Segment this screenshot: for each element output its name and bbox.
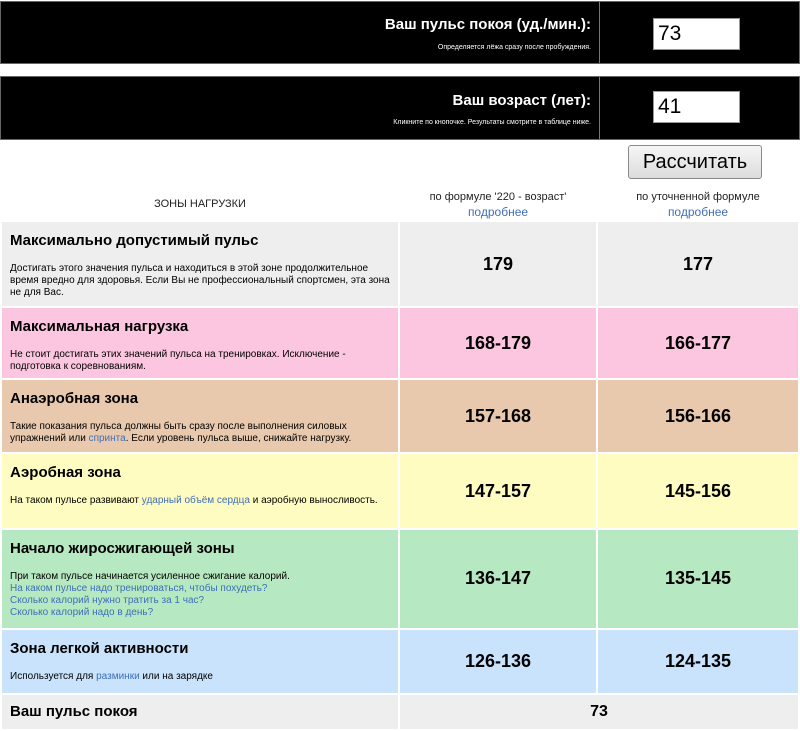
heart-rate-zones-table bbox=[0, 186, 800, 731]
zone-title: Максимально допустимый пульс bbox=[10, 232, 259, 250]
zone-description-text: Такие показания пульса должны быть сразу после выполнения силовых упражнений или bbox=[10, 421, 347, 445]
zone-description-text: На таком пульсе развивают bbox=[10, 495, 142, 507]
zone-info bbox=[2, 380, 398, 452]
zone-description-text: или на зарядке bbox=[139, 670, 213, 682]
zone-info bbox=[2, 530, 398, 628]
zone-value-formula-refined: 145-156 bbox=[598, 454, 798, 527]
age-hint: Кликните по кнопочке. Результаты смотрите в таблице ниже. bbox=[393, 119, 591, 126]
zone-title: Зона легкой активности bbox=[10, 639, 189, 657]
header-formula-220 bbox=[400, 188, 596, 220]
zone-description: Не стоит достигать этих значений пульса на тренировках. Исключение - подготовка к соревнованиям. bbox=[10, 349, 346, 373]
zone-info bbox=[2, 630, 398, 693]
zone-description bbox=[10, 421, 390, 445]
zone-description-text: . Если уровень пульса выше, снижайте нагрузку. bbox=[125, 433, 352, 445]
calculate-button[interactable]: Рассчитать bbox=[628, 145, 762, 179]
zone-info bbox=[2, 222, 398, 306]
divider bbox=[599, 77, 600, 139]
zone-value-formula-refined: 124-135 bbox=[598, 630, 798, 693]
calories-per-day-link[interactable]: Сколько калорий надо в день? bbox=[10, 606, 154, 618]
zone-value-formula-220: 168-179 bbox=[400, 308, 596, 378]
zone-value-formula-refined: 156-166 bbox=[598, 380, 798, 452]
resting-pulse-label: Ваш пульс покоя (уд./мин.): bbox=[384, 16, 591, 33]
zone-title: Аэробная зона bbox=[10, 464, 121, 482]
stroke-volume-link[interactable]: ударный объём сердца bbox=[141, 495, 250, 507]
zone-description-text: и аэробную выносливость. bbox=[249, 495, 378, 507]
zone-value-formula-220: 147-157 bbox=[400, 454, 596, 527]
zone-row-anaerobic bbox=[2, 380, 798, 452]
zone-info bbox=[2, 454, 398, 527]
more-link-formula-refined[interactable]: подробнее bbox=[667, 205, 729, 219]
zone-title: Начало жиросжигающей зоны bbox=[10, 539, 235, 557]
zone-row-max-allowed bbox=[2, 222, 798, 306]
more-link-formula-220[interactable]: подробнее bbox=[467, 205, 529, 219]
header-formula-220-label: по формуле '220 - возраст' bbox=[429, 191, 567, 203]
resting-pulse-bar bbox=[0, 1, 800, 64]
zone-row-aerobic bbox=[2, 454, 798, 527]
resting-pulse-footer-label: Ваш пульс покоя bbox=[2, 695, 398, 729]
zone-description bbox=[10, 571, 390, 619]
resting-pulse-row bbox=[2, 695, 798, 729]
zone-value-formula-refined: 166-177 bbox=[598, 308, 798, 378]
age-bar bbox=[0, 76, 800, 140]
header-formula-refined-label: по уточненной формуле bbox=[636, 191, 760, 203]
zone-description-text: При таком пульсе начинается усиленное сжигание калорий. bbox=[10, 570, 290, 582]
zone-value-formula-220: 179 bbox=[400, 222, 596, 306]
zone-value-formula-220: 136-147 bbox=[400, 530, 596, 628]
zone-row-fat-burning bbox=[2, 530, 798, 628]
zone-row-light-activity bbox=[2, 630, 798, 693]
divider bbox=[599, 2, 600, 63]
zone-value-formula-220: 157-168 bbox=[400, 380, 596, 452]
header-zones: ЗОНЫ НАГРУЗКИ bbox=[154, 198, 246, 211]
zone-info bbox=[2, 308, 398, 378]
weight-loss-pulse-link[interactable]: На каком пульсе надо тренироваться, чтобы похудеть? bbox=[10, 582, 268, 594]
zone-description: Достигать этого значения пульса и находиться в этой зоне продолжительное время вредно для здоровья. Если Вы не профессиональный спортсмен, эта зона не для Вас. bbox=[10, 263, 390, 299]
zone-value-formula-refined: 135-145 bbox=[598, 530, 798, 628]
age-input[interactable] bbox=[653, 91, 740, 123]
resting-pulse-footer-value: 73 bbox=[400, 695, 798, 729]
age-label: Ваш возраст (лет): bbox=[452, 92, 591, 109]
warm-up-link[interactable]: разминки bbox=[96, 670, 140, 682]
header-formula-refined bbox=[598, 188, 798, 220]
zone-description bbox=[10, 671, 390, 683]
zone-description-text: Используется для bbox=[10, 670, 97, 682]
calories-per-hour-link[interactable]: Сколько калорий нужно тратить за 1 час? bbox=[10, 594, 205, 606]
zone-title: Анаэробная зона bbox=[10, 390, 139, 408]
zone-description bbox=[10, 495, 390, 507]
zone-row-max-load bbox=[2, 308, 798, 378]
resting-pulse-hint: Определяется лёжа сразу после пробуждения. bbox=[437, 44, 591, 51]
zone-value-formula-220: 126-136 bbox=[400, 630, 596, 693]
sprint-link[interactable]: спринта bbox=[88, 433, 126, 445]
zone-value-formula-refined: 177 bbox=[598, 222, 798, 306]
resting-pulse-input[interactable] bbox=[653, 18, 740, 50]
zone-title: Максимальная нагрузка bbox=[10, 318, 189, 336]
